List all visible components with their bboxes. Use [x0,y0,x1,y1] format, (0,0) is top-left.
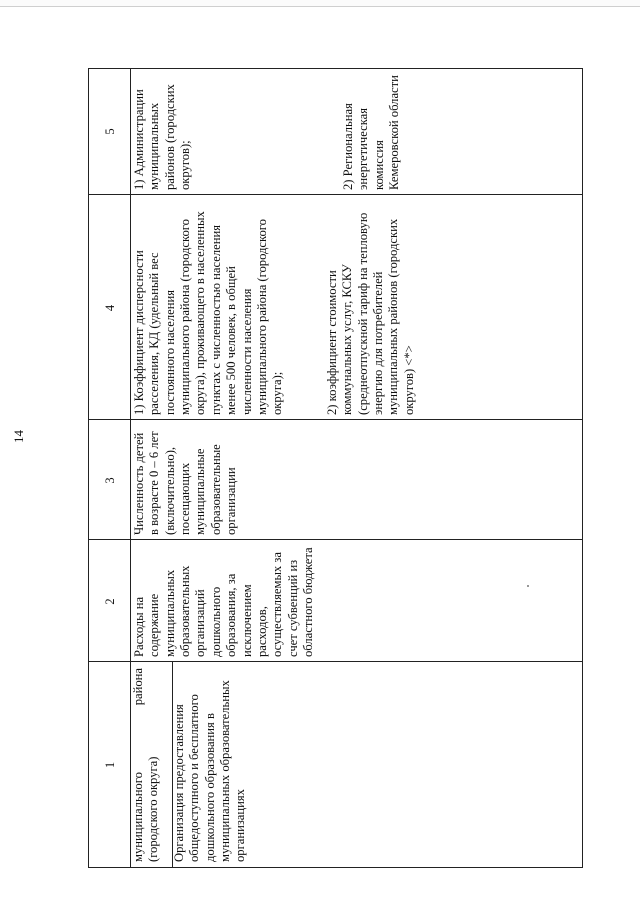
header-col-4: 4 [103,304,117,312]
header-col-2: 2 [103,598,117,605]
cell-function: Организация предоставления общедоступного и бесплатного дошкольного образования в муниципальных образовательных организациях [172,680,248,862]
cell-sources [130,67,584,195]
continuation-district: района [131,668,145,706]
scan-speck [527,585,529,587]
continuation-municipal: муниципального [131,772,145,862]
cell-expenses: Расходы на содержание муниципальных образовательных организаций дошкольного образования, за исключением расходов, осуществляемых за счет субвенций из областного бюджета [132,547,315,657]
cell-coefficients [130,195,584,420]
source-item-1: 1) Администрации муниципальных районов (городских округов); [132,84,193,190]
header-col-3: 3 [103,477,117,484]
rotated-table-wrapper [88,68,583,868]
cell-indicator: Численность детей в возрасте 0 – 6 лет (включительно), посещающих муниципальные образовательные организации [132,431,239,535]
page-number: 14 [11,430,26,443]
coefficient-item-2: 2) коэффициент стоимости коммунальных услуг, КСКУ (среднеотпускной тариф на тепловую энергию для потребителей муниципальных районов (городских округов) <*> [325,212,416,415]
data-table [88,68,583,868]
source-item-2: 2) Региональная энергетическая комиссия Кемеровской области [341,75,402,190]
continuation-cell [130,662,172,867]
header-col-5: 5 [103,128,117,135]
scan-top-edge [0,0,640,7]
coefficient-item-1: 1) Коэффициент дисперсности расселения, КД (удельный вес постоянного населения муниципального района (городского округа), проживающего в населенных пунктах с численностью населения менее 500 человек, в общей численности населения муниципального района (городского округа); [132,211,285,415]
header-col-1: 1 [103,761,117,769]
continuation-urban-district: (городского округа) [146,756,161,862]
